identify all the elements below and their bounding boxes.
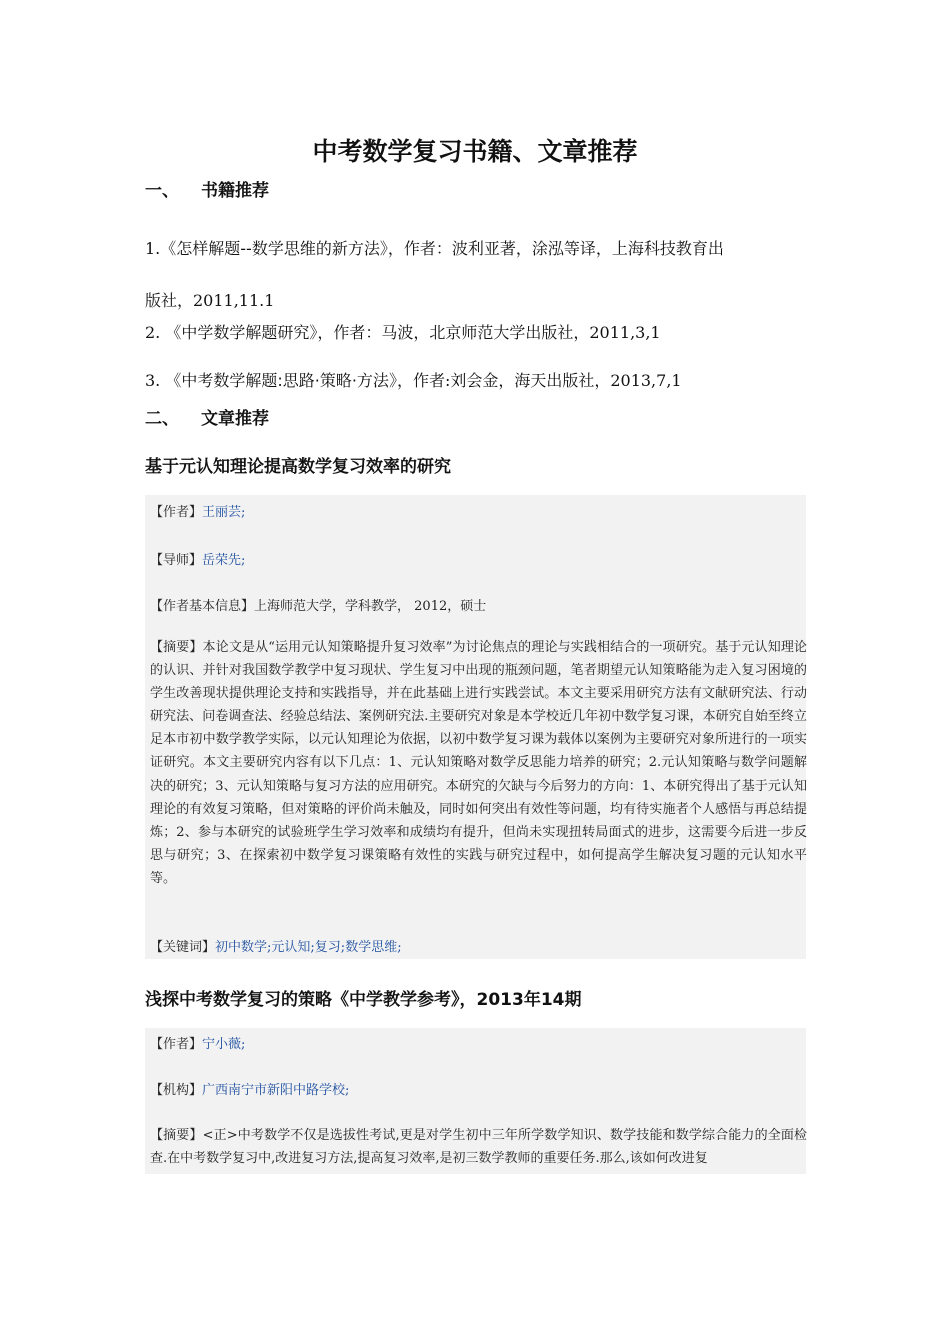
- book-item-2: 2. 《中学数学解题研究》，作者：马波，北京师范大学出版社，2011,3,1: [145, 323, 661, 342]
- keyword-link[interactable]: 数学思维;: [345, 940, 402, 955]
- author-link[interactable]: 王丽芸;: [202, 505, 246, 520]
- section-number: 一、: [145, 181, 179, 201]
- book-details: 》，作者:刘会金，海天出版社，2013,7,1: [388, 371, 682, 390]
- section-label: 书籍推荐: [201, 181, 269, 201]
- field-label: 【摘要】: [150, 640, 203, 655]
- book-item-1: [145, 236, 724, 259]
- book-title: 中考数学解题:思路·策略·方法: [181, 371, 389, 390]
- page-title: 中考数学复习书籍、文章推荐: [312, 137, 638, 166]
- abstract-block: [150, 636, 807, 890]
- section-heading-articles: [145, 404, 269, 429]
- field-label: 【机构】: [150, 1083, 203, 1098]
- organization-link[interactable]: 广西南宁市新阳中路学校;: [202, 1083, 350, 1098]
- article-2-info-box: [145, 1028, 806, 1174]
- keywords-line: [150, 936, 402, 955]
- book-title: 怎样解题--数学思维的新方法: [176, 239, 380, 258]
- advisor-line: [150, 549, 245, 568]
- article-1-title: 基于元认知理论提高数学复习效率的研究: [145, 457, 451, 477]
- author-info-value: 上海师范大学，学科教学， 2012，硕士: [254, 599, 487, 614]
- field-label: 【作者】: [150, 505, 203, 520]
- article-1-info-box: [145, 495, 806, 959]
- author-line: [150, 501, 245, 520]
- book-prefix: 1.《: [145, 239, 177, 258]
- keyword-link[interactable]: 初中数学;: [215, 940, 272, 955]
- field-label: 【关键词】: [150, 940, 216, 955]
- abstract-text: <正>中考数学不仅是选拔性考试,更是对学生初中三年所学数学知识、数学技能和数学综合能力的全面检查.在中考数学复习中,改进复习方法,提高复习效率,是初三数学教师的重要任务.那么,该如何改进复: [150, 1128, 807, 1167]
- author-info-line: [150, 595, 486, 614]
- field-label: 【导师】: [150, 553, 203, 568]
- section-number: 二、: [145, 409, 179, 429]
- author-line: [150, 1033, 245, 1052]
- article-2-title: 浅探中考数学复习的策略《中学教学参考》，2013年14期: [145, 990, 582, 1010]
- book-item-1-continued: 版社，2011,11.1: [145, 291, 275, 310]
- field-label: 【作者基本信息】: [150, 599, 255, 614]
- section-heading-books: [145, 176, 269, 201]
- abstract-text: 本论文是从“运用元认知策略提升复习效率”为讨论焦点的理论与实践相结合的一项研究。基于元认知理论的认识、并针对我国数学教学中复习现状、学生复习中出现的瓶颈问题，笔者期望元认知策略能为走入复习困境的学生改善现状提供理论支持和实践指导，并在此基础上进行实践尝试。本文主要采用研究方法有文献研究法、行动研究法、问卷调查法、经验总结法、案例研究法.主要研究对象是本学校近几年初中数学复习课，本研究自始至终立足本市初中数学教学实际，以元认知理论为依据，以初中数学复习课为载体以案例为主要研究对象所进行的一项实证研究。本文主要研究内容有以下几点：1、元认知策略对数学反思能力培养的研究；2.元认知策略与数学问题解决的研究；3、元认知策略与复习方法的应用研究。本研究的欠缺与今后努力的方向：1、本研究得出了基于元认知理论的有效复习策略，但对策略的评价尚未触及，同时如何突出有效性等问题，均有待实施者个人感悟与再总结提炼；2、参与本研究的试验班学生学习效率和成绩均有提升，但尚未实现扭转局面式的进步，这需要今后进一步反思与研究；3、在探索初中数学复习课策略有效性的实践与研究过程中，如何提高学生解决复习题的元认知水平等。: [150, 640, 807, 886]
- field-label: 【作者】: [150, 1037, 203, 1052]
- advisor-link[interactable]: 岳荣先;: [202, 553, 246, 568]
- keyword-link[interactable]: 复习;: [314, 940, 346, 955]
- section-label: 文章推荐: [201, 409, 269, 429]
- book-prefix: 3. 《: [145, 371, 182, 390]
- abstract-block: [150, 1124, 807, 1170]
- keyword-link[interactable]: 元认知;: [271, 940, 315, 955]
- field-label: 【摘要】: [150, 1128, 203, 1143]
- book-details: 》，作者：波利亚著，涂泓等译，上海科技教育出: [379, 239, 724, 258]
- book-item-3: [145, 368, 682, 391]
- organization-line: [150, 1079, 349, 1098]
- author-link[interactable]: 宁小薇;: [202, 1037, 246, 1052]
